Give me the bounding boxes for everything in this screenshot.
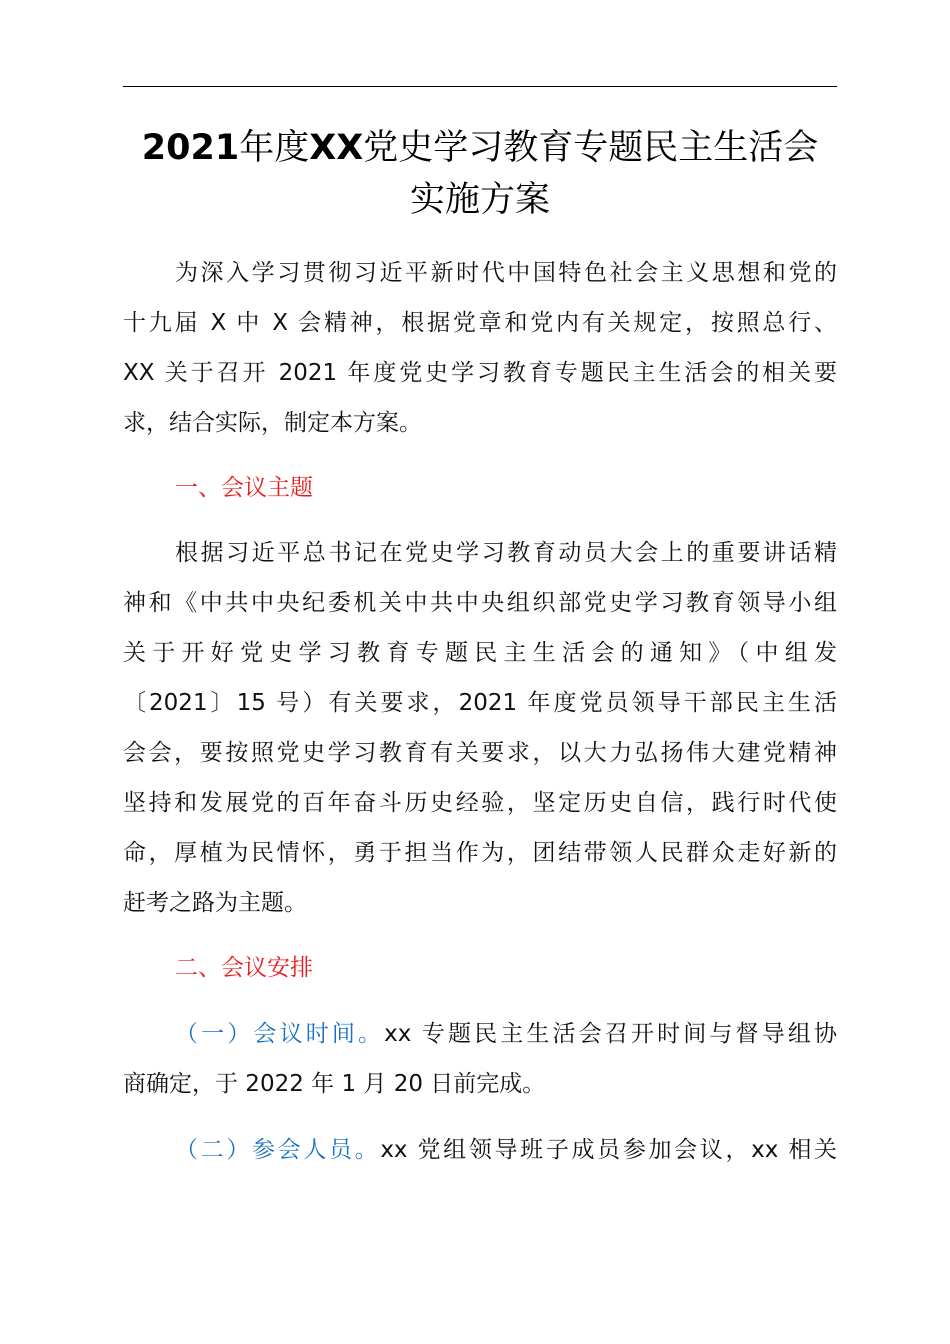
item-1-line-2: 商确定，于 2022 年 1 月 20 日前完成。 — [123, 1071, 546, 1097]
section-1-line: 关于开好党史学习教育专题民主生活会的通知》（中组发 — [123, 640, 837, 666]
intro-line: XX 关于召开 2021 年度党史学习教育专题民主生活会的相关要 — [123, 360, 837, 386]
title-rest: 党史学习教育专题民主生活会 — [363, 128, 819, 168]
title-year-suffix: 年度 — [239, 128, 310, 168]
section-1-heading: 一、会议主题 — [175, 475, 313, 501]
section-1-line: 坚持和发展党的百年奋斗历史经验，坚定历史自信，践行时代使 — [123, 790, 837, 816]
header-rule — [123, 86, 837, 87]
intro-line: 十九届 X 中 X 会精神，根据党章和党内有关规定，按照总行、 — [123, 310, 837, 336]
title-line-2: 实施方案 — [409, 180, 550, 220]
section-1-line: 会会，要按照党史学习教育有关要求，以大力弘扬伟大建党精神 — [123, 740, 837, 766]
item-2-line-1 — [175, 1135, 837, 1165]
item-1-label: （一）会议时间。 — [175, 1021, 385, 1047]
section-2-heading: 二、会议安排 — [175, 955, 313, 981]
section-1-line: 赶考之路为主题。 — [123, 890, 307, 916]
section-1-line: 根据习近平总书记在党史学习教育动员大会上的重要讲话精 — [175, 540, 837, 566]
title-year: 2021 — [141, 128, 240, 168]
section-1-line: 命，厚植为民情怀，勇于担当作为，团结带领人民群众走好新的 — [123, 840, 837, 866]
intro-line: 为深入学习贯彻习近平新时代中国特色社会主义思想和党的 — [175, 260, 837, 286]
intro-line: 求，结合实际，制定本方案。 — [123, 410, 422, 436]
title-org: XX — [309, 128, 364, 168]
section-1-line: 〔2021〕15 号）有关要求，2021 年度党员领导干部民主生活 — [123, 690, 837, 716]
item-2-text: xx 党组领导班子成员参加会议，xx 相关 — [380, 1137, 837, 1163]
item-1-line-1 — [175, 1019, 837, 1049]
section-1-line: 神和《中共中央纪委机关中共中央组织部党史学习教育领导小组 — [123, 590, 837, 616]
title-line-1 — [100, 125, 860, 171]
item-2-label: （二）参会人员。 — [175, 1137, 381, 1163]
item-1-text: xx 专题民主生活会召开时间与督导组协 — [384, 1021, 837, 1047]
